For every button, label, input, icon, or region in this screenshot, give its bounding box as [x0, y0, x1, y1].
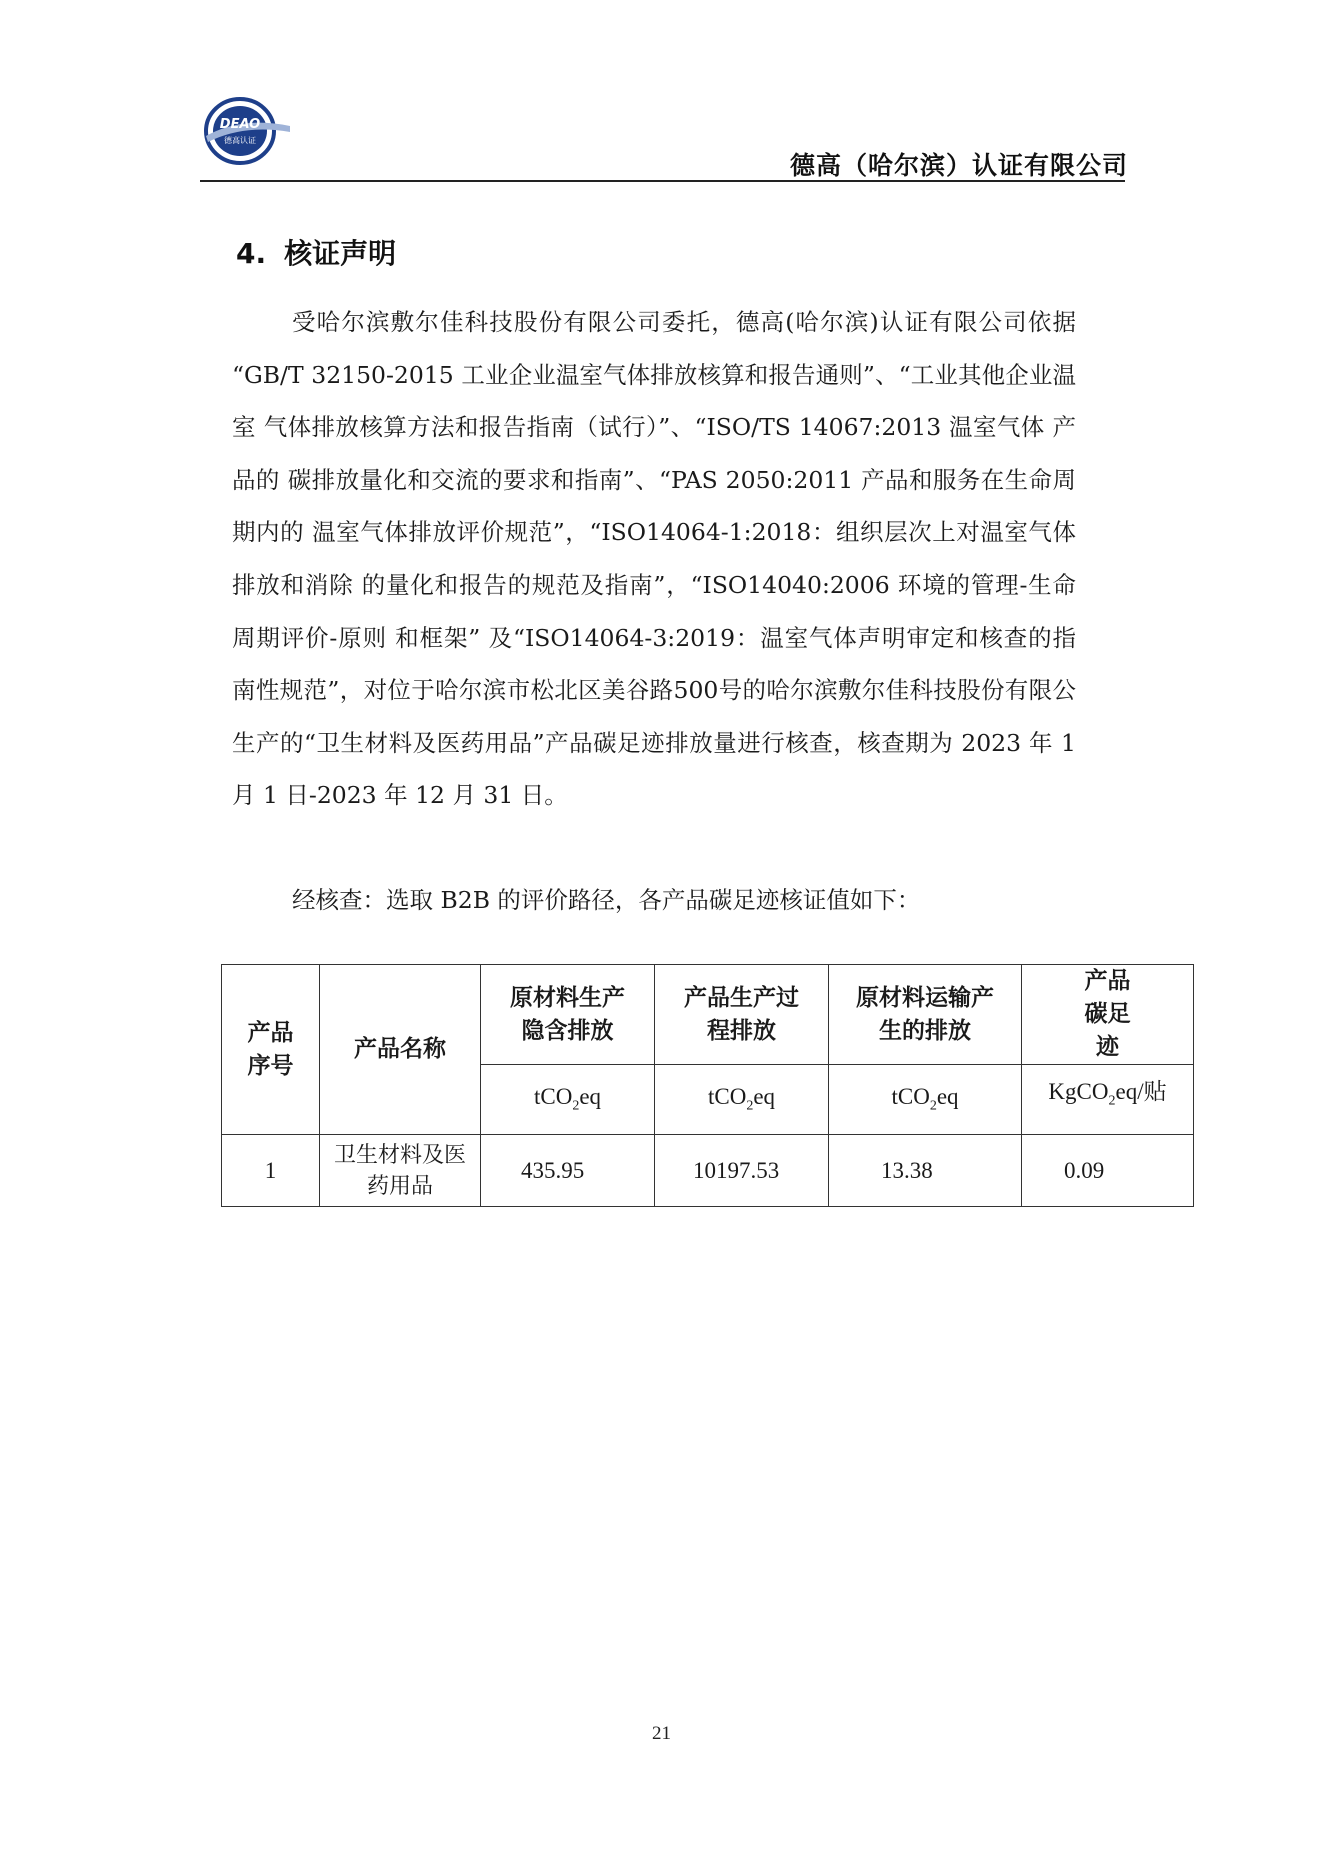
- unit-raw-material: tCO$_2$eq: [481, 1065, 655, 1135]
- page-number: 21: [652, 1723, 671, 1744]
- carbon-footprint-table: [221, 964, 1194, 1207]
- verification-statement-paragraph: 受哈尔滨敷尔佳科技股份有限公司委托，德高(哈尔滨)认证有限公司依据 “GB/T 32150-2015 工业企业温室气体排放核算和报告通则”、“工业其他企业温室 气体排放核算方法和报告指南（试行）”、“ISO/TS 14067:2013 温室气体 产品的 碳排放量化和交流的要求和指南”、“PAS 2050:2011 产品和服务在生命周期内的 温室气体排放评价规范”，“ISO14064-1:2018：组织层次上对温室气体排放和消除 的量化和报告的规范及指南”，“ISO14040:2006 环境的管理-生命周期评价-原则 和框架” 及“ISO14064-3:2019：温室气体声明审定和核查的指南性规范”，对位于哈尔滨市松北区美谷路500号的哈尔滨敷尔佳科技股份有限公生产的“卫生材料及医药用品”产品碳足迹排放量进行核查，核查期为 2023 年 1 月 1 日-2023 年 12 月 31 日。: [232, 308, 1076, 810]
- table-row: [222, 1135, 1194, 1207]
- section-heading: [236, 232, 396, 272]
- cell-product-name: 卫生材料及医药用品: [320, 1135, 481, 1207]
- unit-transport: tCO$_2$eq: [829, 1065, 1022, 1135]
- section-title: 核证声明: [284, 237, 397, 270]
- unit-footprint: KgCO$_2$eq/贴: [1022, 1065, 1194, 1135]
- unit-production: tCO$_2$eq: [655, 1065, 829, 1135]
- header-raw-material-emission: 原材料生产隐含排放: [481, 965, 655, 1065]
- verification-result-intro: 经核查：选取 B2B 的评价路径，各产品碳足迹核证值如下：: [292, 886, 921, 914]
- header-product-name: 产品名称: [320, 965, 481, 1135]
- section-number: 4.: [236, 237, 267, 270]
- svg-text:德高认证: 德高认证: [224, 136, 256, 145]
- header-divider: [200, 180, 1125, 182]
- header-product-seq: 产品序号: [222, 965, 320, 1135]
- cell-footprint: 0.09: [1022, 1135, 1194, 1207]
- company-logo: [202, 96, 292, 166]
- header-carbon-footprint: 产品碳足迹: [1022, 965, 1194, 1065]
- header-transport-emission: 原材料运输产生的排放: [829, 965, 1022, 1065]
- company-name: 德高（哈尔滨）认证有限公司: [789, 151, 1128, 180]
- svg-text:DEAO: DEAO: [219, 117, 261, 132]
- header-production-emission: 产品生产过程排放: [655, 965, 829, 1065]
- cell-raw-material: 435.95: [481, 1135, 655, 1207]
- cell-transport: 13.38: [829, 1135, 1022, 1207]
- cell-production: 10197.53: [655, 1135, 829, 1207]
- cell-seq: 1: [222, 1135, 320, 1207]
